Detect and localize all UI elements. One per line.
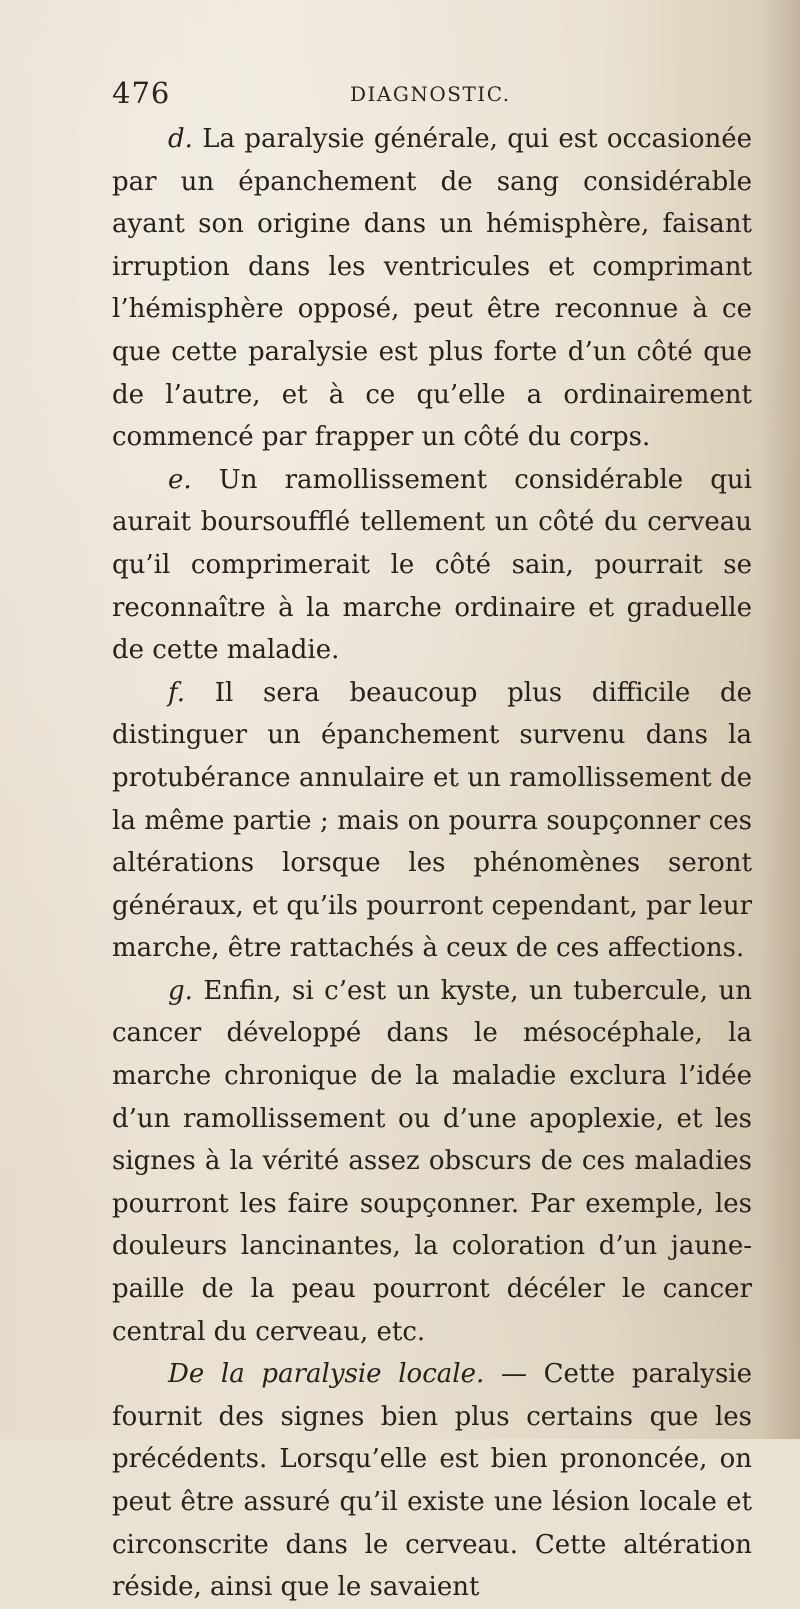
body-text [112, 118, 752, 1609]
page-edge-shadow [760, 0, 800, 1439]
section-title: De la paralysie locale. [168, 1359, 485, 1390]
paragraph-e [112, 459, 752, 672]
paragraph-g [112, 970, 752, 1353]
paragraph-marker: e. [168, 464, 192, 495]
paragraph-text: Un ramollissement considérable qui aurait boursoufflé tellement un côté du cerveau qu’il comprimerait le côté sain, pourrait se reconnaître à la marche ordinaire et graduelle de cette maladie. [112, 464, 752, 666]
paragraph-paralysie-locale [112, 1353, 752, 1609]
paragraph-text: La paralysie générale, qui est occasionée par un épanchement de sang considérable ayant son origine dans un hémisphère, faisant irruption dans les ventricules et comprimant l’hémisphère opposé, peut être reconnue à ce que cette paralysie est plus forte d’un côté que de l’autre, et à ce qu’elle a ordinairement commencé par frapper un côté du corps. [112, 124, 752, 453]
paragraph-text: Enfin, si c’est un kyste, un tubercule, un cancer développé dans le mésocéphale, la marche chronique de la maladie exclura l’idée d’un ramollissement ou d’une apoplexie, et les signes à la vérité assez obscurs de ces maladies pourront les faire soupçonner. Par exemple, les douleurs lancinantes, la coloration d’un jaune-paille de la peau pourront décéler le cancer central du cerveau, etc. [112, 975, 752, 1347]
paragraph-text: Il sera beaucoup plus difficile de distinguer un épanchement survenu dans la protubérance annulaire et un ramollissement de la même partie ; mais on pourra soupçonner ces altérations lorsque les phénomènes seront généraux, et qu’ils pourront cependant, par leur marche, être rattachés à ceux de ces affections. [112, 677, 752, 964]
page-number: 476 [112, 76, 171, 110]
page-header [112, 76, 752, 112]
paragraph-marker: g. [168, 975, 193, 1006]
running-head: DIAGNOSTIC. [350, 82, 511, 106]
paragraph-text: — Cette paralysie fournit des signes bien plus certains que les précédents. Lorsqu’elle est bien prononcée, on peut être assuré qu’il existe une lésion locale et circonscrite dans le cerveau. Cette altération réside, ainsi que le savaient [112, 1359, 753, 1603]
paragraph-marker: f. [168, 677, 185, 708]
paragraph-f [112, 672, 752, 970]
paragraph-d [112, 118, 752, 459]
paragraph-marker: d. [168, 124, 193, 154]
